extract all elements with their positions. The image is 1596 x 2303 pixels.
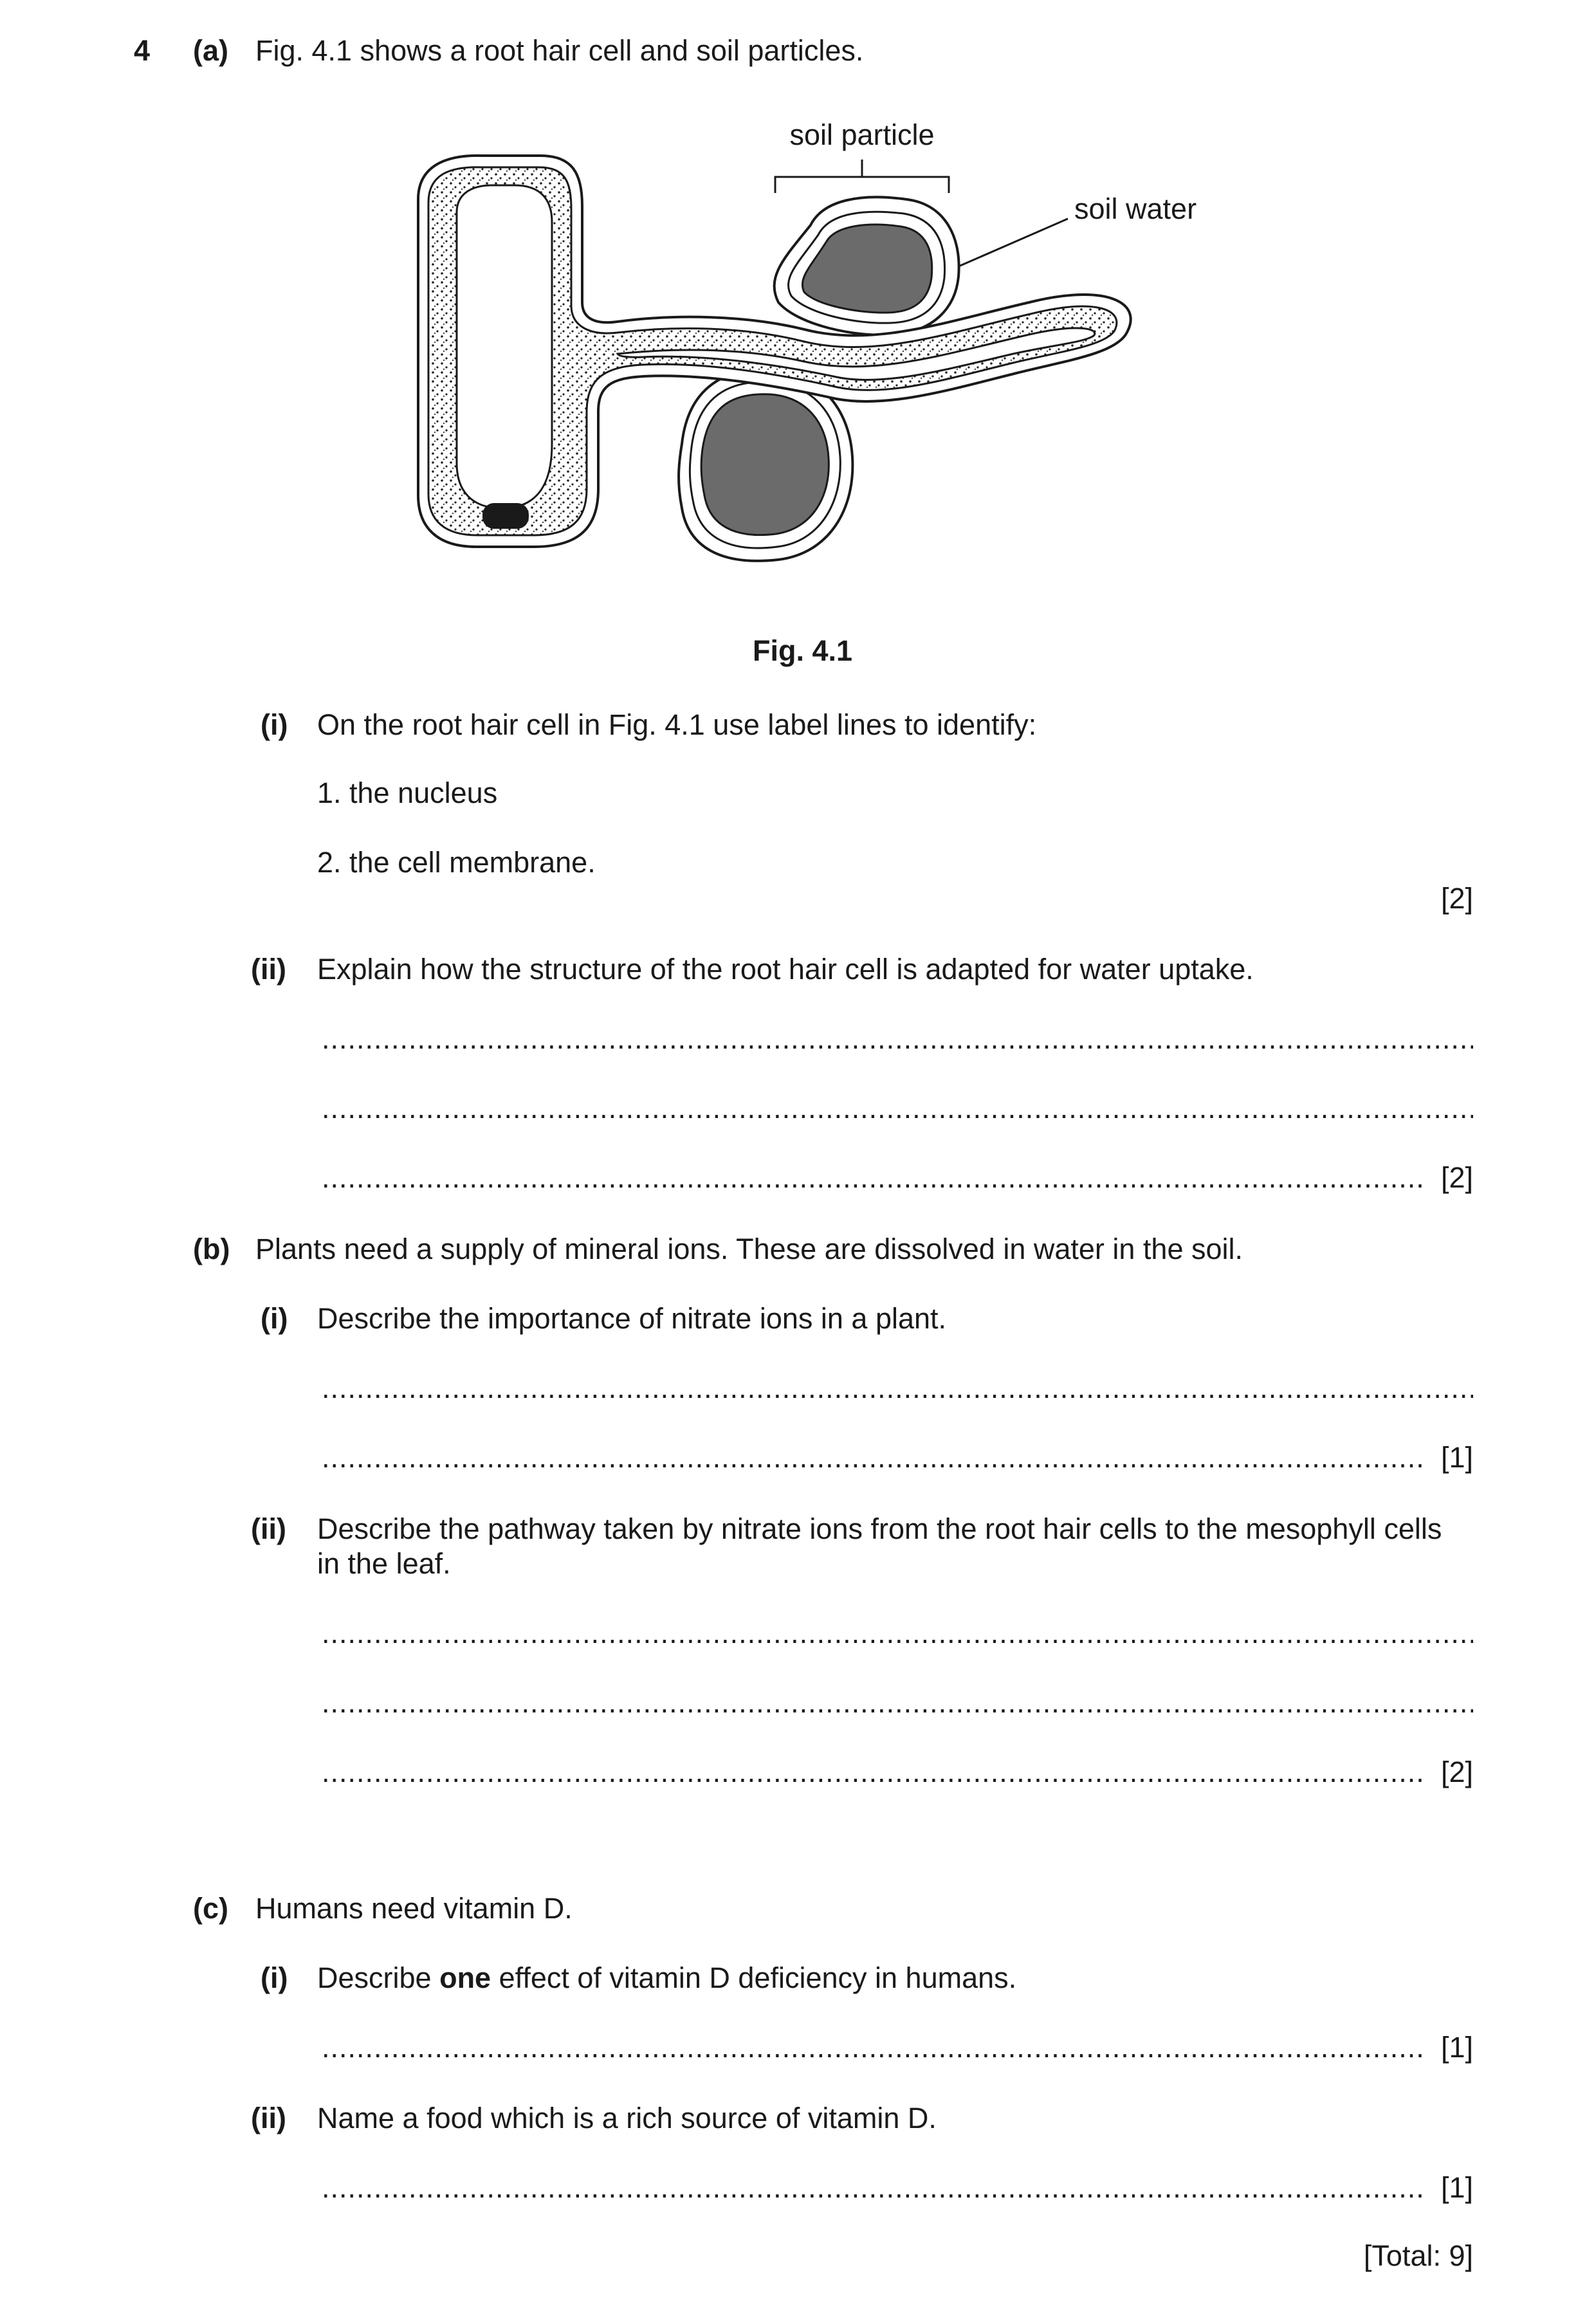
answer-line[interactable] [322,1616,1473,1651]
soil-water-label: soil water [1074,192,1197,225]
root-hair-cell-diagram [386,109,1222,598]
part-b-i-marks: [1] [1440,1441,1473,1474]
part-a-i-item1: 1. the nucleus [317,776,498,809]
part-b-i-label: (i) [261,1302,288,1335]
answer-line[interactable] [322,1371,1473,1406]
root-hair-cell-vacuole [457,185,552,508]
part-a-i-item2: 2. the cell membrane. [317,846,596,879]
answer-line[interactable] [322,2030,1422,2065]
part-b-ii-marks: [2] [1440,1756,1473,1788]
part-b-ii-label: (ii) [251,1512,286,1545]
answer-line[interactable] [322,1440,1422,1475]
answer-line[interactable] [322,1022,1473,1056]
part-a-ii-marks: [2] [1440,1161,1473,1194]
part-b-ii-text-line1: Describe the pathway taken by nitrate ions from the root hair cells to the mesophyll cells [317,1512,1442,1545]
question-number: 4 [134,34,151,67]
soil-particle-bottom [679,369,852,560]
part-a-i-label: (i) [261,708,288,741]
part-c-ii-text: Name a food which is a rich source of vitamin D. [317,2102,937,2134]
part-c-ii-marks: [1] [1440,2171,1473,2204]
soil-particle-top [775,197,959,335]
nucleus [482,503,529,529]
part-a-ii-label: (ii) [251,953,286,986]
part-a-label: (a) [193,34,228,67]
part-b-i-text: Describe the importance of nitrate ions in a plant. [317,1302,947,1335]
answer-line[interactable] [322,1755,1422,1790]
part-a-i-text: On the root hair cell in Fig. 4.1 use label lines to identify: [317,708,1037,741]
soil-water-label-line [957,219,1068,267]
part-b-intro: Plants need a supply of mineral ions. These are dissolved in water in the soil. [255,1233,1243,1265]
emphasis-one: one [439,1961,491,1994]
answer-line[interactable] [322,2170,1422,2205]
part-a-i-marks: [2] [1440,882,1473,915]
soil-particle-bracket [775,160,949,193]
part-c-ii-label: (ii) [251,2102,286,2134]
part-c-i-label: (i) [261,1961,288,1994]
figure-caption: Fig. 4.1 [753,634,853,667]
total-marks: [Total: 9] [1363,2239,1473,2272]
part-a-ii-text: Explain how the structure of the root hair cell is adapted for water uptake. [317,953,1254,986]
answer-line[interactable] [322,1685,1473,1720]
part-c-i-text: Describe one effect of vitamin D deficiency in humans. [317,1961,1017,1994]
part-a-intro: Fig. 4.1 shows a root hair cell and soil particles. [255,34,864,67]
part-c-label: (c) [193,1892,228,1925]
part-b-label: (b) [193,1233,230,1265]
answer-line[interactable] [322,1091,1473,1126]
part-b-ii-text-line2: in the leaf. [317,1547,451,1580]
soil-particle-label: soil particle [789,118,935,151]
answer-line[interactable] [322,1161,1422,1195]
part-c-i-marks: [1] [1440,2031,1473,2064]
part-c-intro: Humans need vitamin D. [255,1892,573,1925]
